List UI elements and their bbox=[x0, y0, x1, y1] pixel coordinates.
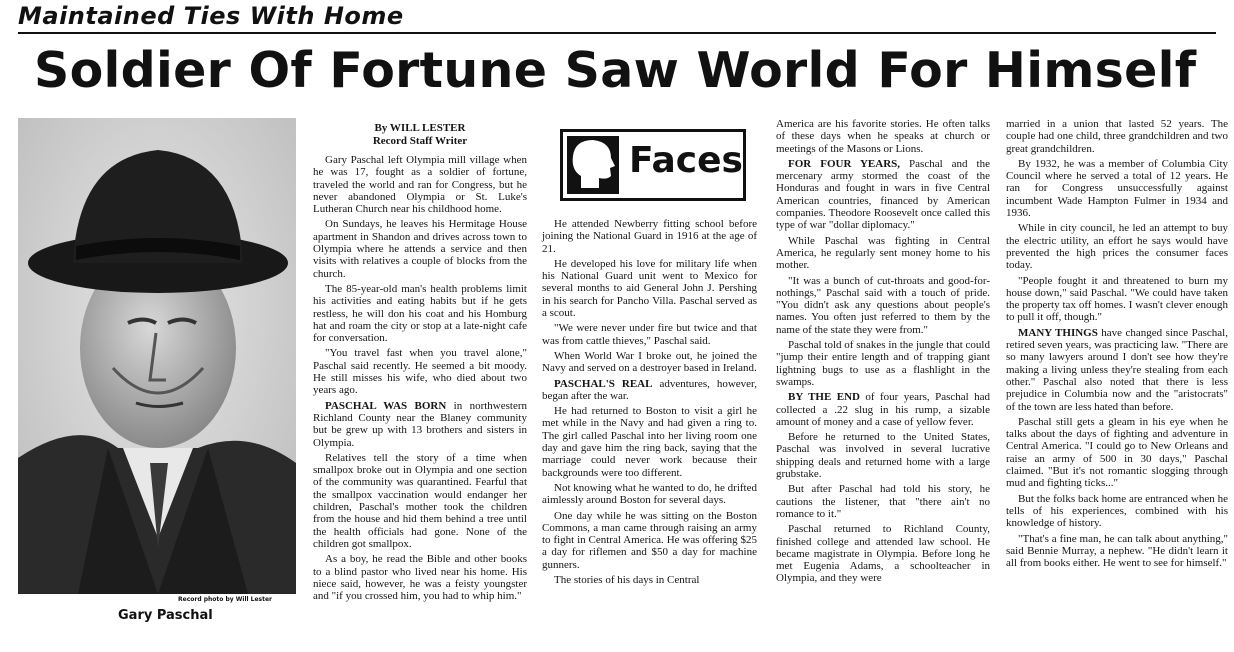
paragraph-text: Not knowing what he wanted to do, he drifted aimlessly around Boston for several days. bbox=[542, 481, 757, 507]
paragraph-text: While in city council, he led an attempt to buy the electric utility, an effort he says would have prevented the high prices the consumer faces today. bbox=[1006, 222, 1228, 272]
article-paragraph bbox=[776, 275, 990, 336]
article-column-1 bbox=[313, 122, 527, 605]
kicker-headline: Maintained Ties With Home bbox=[18, 2, 404, 30]
article-paragraph bbox=[313, 553, 527, 602]
article-paragraph bbox=[542, 378, 757, 403]
paragraph-text: adventures, however, began after the war. bbox=[542, 377, 758, 402]
faces-logo-box bbox=[560, 129, 746, 201]
paragraph-text: Paschal told of snakes in the jungle that could "jump their entire length and of trapping giant lightning bugs to use as a flashlight in the swamps. bbox=[776, 339, 990, 388]
article-paragraph bbox=[1006, 416, 1228, 490]
paragraph-lead-in: BY THE END bbox=[788, 391, 860, 404]
paragraph-text: "We were never under fire but twice and that was from cattle thieves," Paschal said. bbox=[542, 322, 757, 347]
paragraph-text: One day while he was sitting on the Boston Commons, a man came through raising an army to fight in Central America. He was offering $25 a day for riflemen and $50 a day for machine gunners. bbox=[542, 509, 757, 571]
article-paragraph bbox=[313, 154, 527, 215]
paragraph-text: Gary Paschal left Olympia mill village when he was 17, fought as a soldier of fortune, traveled the world and ran for Congress, but he never abandoned Olympia or St. Luke's Lutheran Church near his childhood home. bbox=[313, 154, 527, 216]
article-paragraph bbox=[776, 391, 990, 428]
article-paragraph bbox=[313, 283, 527, 344]
paragraph-text: As a boy, he read the Bible and other books to a blind pastor who lived near his home. His niece said, however, he was a feisty youngster and "if you crossed him, you had to whip him." bbox=[313, 553, 527, 603]
article-paragraph bbox=[776, 158, 990, 232]
article-paragraph bbox=[776, 523, 990, 584]
paragraph-text: But after Paschal had told his story, he cautions the listener, that "there ain't no romance to it." bbox=[776, 483, 990, 520]
face-silhouette-icon bbox=[567, 136, 619, 194]
paragraph-text: He had returned to Boston to visit a girl he met while in the Navy and had given a ring to. The girl called Paschal into her living room one day and gave him the ring back, saying that the marriage could never work because their backgrounds were too different. bbox=[542, 405, 757, 479]
article-paragraph bbox=[542, 510, 757, 571]
byline-role: Record Staff Writer bbox=[372, 135, 468, 147]
byline-author: By WILL LESTER bbox=[374, 122, 466, 134]
article-column-4 bbox=[1006, 118, 1228, 572]
article-paragraph bbox=[542, 350, 757, 375]
article-paragraph bbox=[542, 322, 757, 347]
photo-credit: Record photo by Will Lester bbox=[178, 596, 273, 603]
paragraph-text: in northwestern Richland County near the Blaney community but be grew up with 13 brothers and sisters in Olympia. bbox=[313, 399, 528, 449]
article-paragraph bbox=[542, 218, 757, 255]
article-paragraph bbox=[542, 482, 757, 507]
paragraph-lead-in: MANY THINGS bbox=[1018, 326, 1098, 339]
paragraph-text: married in a union that lasted 52 years. The couple had one child, three grandchildren and two great grandchildren. bbox=[1006, 118, 1228, 155]
paragraph-text: "You travel fast when you travel alone," Paschal said recently. He seemed a bit moody. He still misses his wife, who died about two years ago. bbox=[313, 347, 527, 397]
portrait-illustration bbox=[18, 118, 296, 594]
article-paragraph bbox=[1006, 158, 1228, 219]
paragraph-text: have changed since Paschal, retired seven years, was practicing law. "There are so many lawyers around I don't see how they're making a living unless they're stealing from each other." Paschal also noted that there is less prejudice in Columbia now and the "aristocrats" of the town are less hated than before. bbox=[1006, 326, 1228, 413]
paragraph-text: Paschal still gets a gleam in his eye when he talks about the days of fighting and adventure in Central America. "I could go to New Orleans and raise an army of 500 in 30 days," Paschal claimed. "But it's not romantic slogging through mud and fighting ticks..." bbox=[1006, 415, 1228, 490]
article-paragraph bbox=[776, 235, 990, 272]
paragraph-lead-in: PASCHAL WAS BORN bbox=[325, 399, 447, 412]
article-paragraph bbox=[1006, 118, 1228, 155]
article-paragraph bbox=[1006, 327, 1228, 413]
paragraph-text: He developed his love for military life when his National Guard unit went to Mexico for several months to aid General John J. Pershing in his search for Pancho Villa. Paschal served as a scout. bbox=[542, 257, 757, 320]
paragraph-text: While Paschal was fighting in Central America, he regularly sent money home to his mother. bbox=[776, 234, 990, 272]
article-paragraph bbox=[313, 218, 527, 279]
paragraph-text: Relatives tell the story of a time when smallpox broke out in Olympia and one section of the community was quarantined. Fearful that the smallpox vaccination would endanger her children, Paschal's mother took the children from the house and hid them behind a tree until the health officials had gone. None of the children got smallpox. bbox=[313, 451, 527, 550]
article-paragraph bbox=[1006, 533, 1228, 570]
paragraph-text: Before he returned to the United States, Paschal was involved in several lucrative shipping deals and returned home with a large grubstake. bbox=[776, 431, 990, 481]
paragraph-lead-in: FOR FOUR YEARS, bbox=[788, 157, 901, 170]
article-paragraph bbox=[542, 258, 757, 319]
photo-caption: Gary Paschal bbox=[118, 608, 213, 623]
paragraph-text: "It was a bunch of cut-throats and good-for-nothings," Paschal said with a touch of pride. "You didn't ask any questions about people's names. You often just referred to them by the name of the state they were from." bbox=[776, 274, 990, 336]
paragraph-text: Paschal returned to Richland County, finished college and attended law school. He became magistrate in Olympia. Before long he met Eugenia Adams, a schoolteacher in Olympia, and they were bbox=[776, 523, 990, 585]
kicker-rule bbox=[18, 32, 1216, 34]
paragraph-lead-in: PASCHAL'S REAL bbox=[554, 377, 653, 390]
article-paragraph bbox=[776, 339, 990, 388]
article-paragraph bbox=[776, 118, 990, 155]
paragraph-text: "People fought it and threatened to burn my house down," said Paschal. "We could have taken the property tax off homes. I wasn't clever enough to pull it off, though." bbox=[1006, 274, 1228, 324]
article-paragraph bbox=[313, 400, 527, 449]
paragraph-text: of four years, Paschal had collected a .22 slug in his rump, a sizable amount of money and a case of yellow fever. bbox=[776, 391, 990, 428]
paragraph-text: Paschal and the mercenary army stormed the coast of the Honduras and fought in wars in five Central American countries, financed by American companies. Theodore Roosevelt once called this type of war "dollar diplomacy." bbox=[776, 157, 990, 232]
paragraph-text: "That's a fine man, he can talk about anything," said Bennie Murray, a nephew. "He didn't learn it all from books either. He went to see for himself." bbox=[1006, 532, 1228, 570]
portrait-photo bbox=[18, 118, 296, 594]
faces-label: Faces bbox=[629, 140, 743, 181]
article-paragraph bbox=[542, 405, 757, 479]
article-paragraph bbox=[313, 452, 527, 550]
paragraph-text: When World War I broke out, he joined the Navy and served on a destroyer based in Ireland. bbox=[542, 349, 757, 375]
paragraph-text: By 1932, he was a member of Columbia City Council where he served a total of 12 years. He ran for Congress unsuccessfully against incumbent Wade Hampton Fulmer in 1934 and 1936. bbox=[1006, 157, 1228, 220]
paragraph-text: On Sundays, he leaves his Hermitage House apartment in Shandon and drives across town to Olympia where he attends a service and then visits with relatives a couple of blocks from the church. bbox=[313, 218, 527, 280]
article-paragraph bbox=[776, 483, 990, 520]
paragraph-text: But the folks back home are entranced when he tells of his experiences, combined with his knowledge of history. bbox=[1006, 492, 1228, 530]
article-column-2 bbox=[542, 218, 757, 589]
article-paragraph bbox=[1006, 493, 1228, 530]
paragraph-text: He attended Newberry fitting school before joining the National Guard in 1916 at the age of 21. bbox=[542, 218, 757, 255]
paragraph-text: America are his favorite stories. He often talks of these days when he speaks at church or meetings of the Masons or Lions. bbox=[776, 118, 990, 155]
paragraph-text: The stories of his days in Central bbox=[554, 574, 700, 587]
paragraph-text: The 85-year-old man's health problems limit his activities and eating habits but if he gets restless, he will don his coat and his Homburg hat and roam the city or stop at a late-night cafe for conversation. bbox=[313, 282, 527, 345]
article-column-3 bbox=[776, 118, 990, 588]
article-paragraph bbox=[776, 431, 990, 480]
article-paragraph bbox=[1006, 222, 1228, 271]
article-paragraph bbox=[542, 574, 757, 586]
main-headline: Soldier Of Fortune Saw World For Himself bbox=[34, 42, 1197, 99]
article-paragraph bbox=[313, 347, 527, 396]
article-paragraph bbox=[1006, 275, 1228, 324]
